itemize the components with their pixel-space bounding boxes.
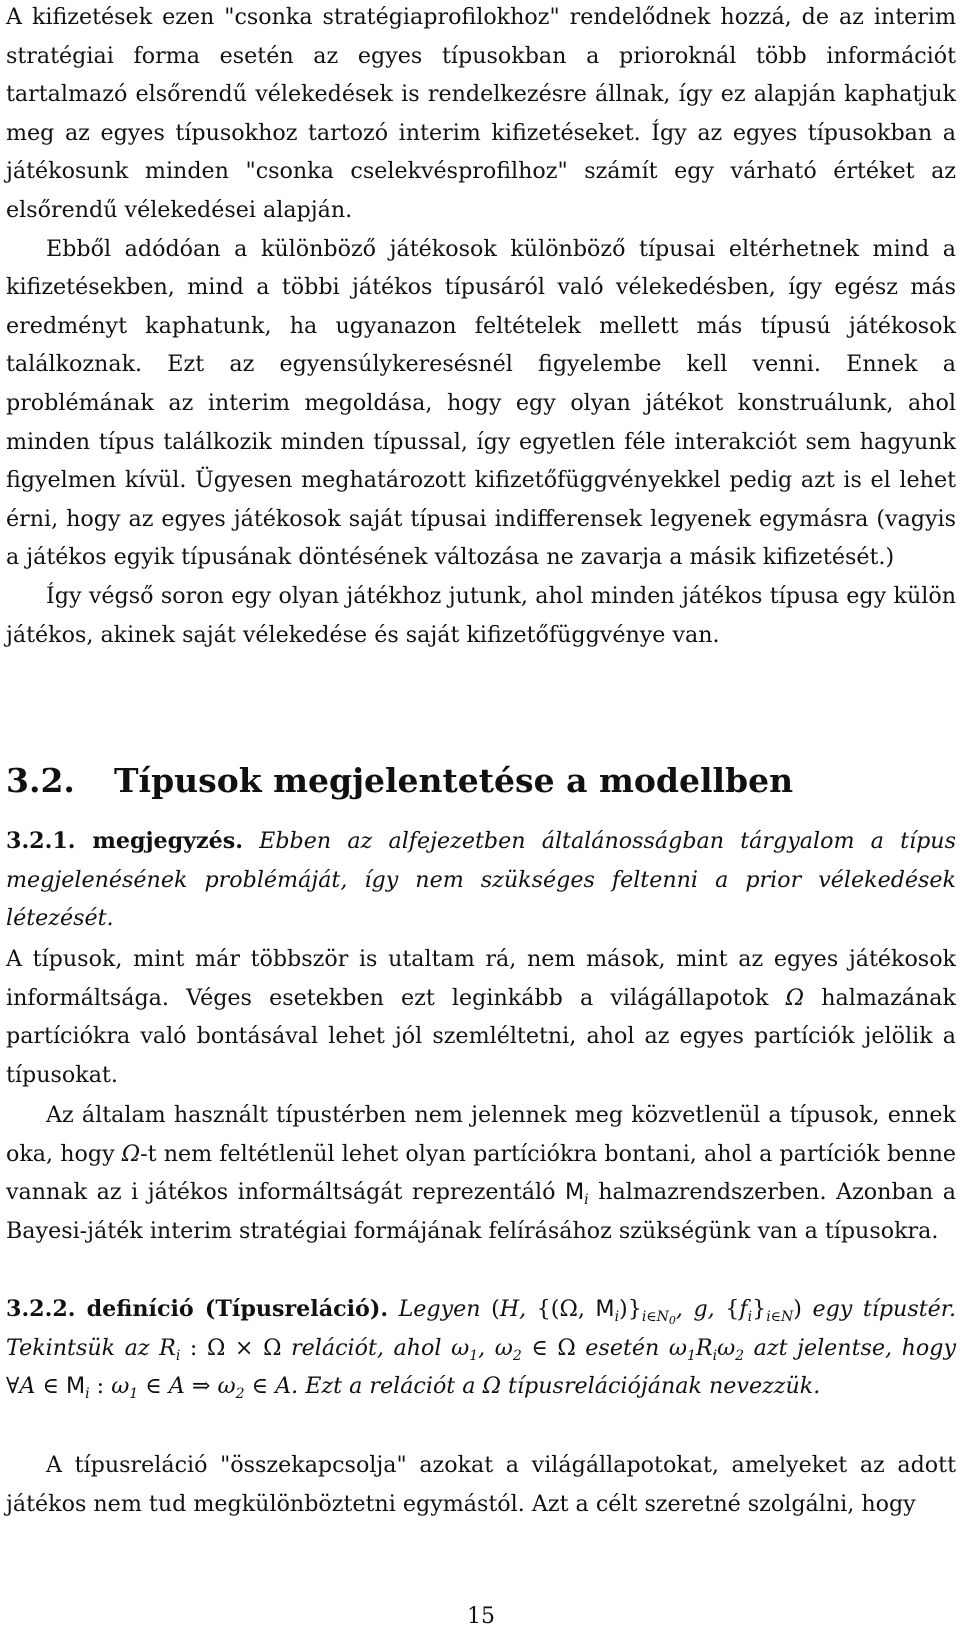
text-run: A típusok, mint már többször is utaltam rá, nem mások, mint az egyes játékosok informáltsága. Véges esetekben ezt leginkább a világállapotok <box>6 946 956 1011</box>
text-run: Az általam használt típustérben nem jelennek meg közvetlenül a típusok, ennek oka, hogy <box>6 1102 956 1167</box>
definition-block <box>6 1290 956 1406</box>
page-number: 15 <box>467 1604 495 1629</box>
math-omega-relation: $\omega_1R_i\omega_2$ <box>668 1334 745 1364</box>
math-m-i <box>565 1179 589 1209</box>
paragraph-types-informedness <box>6 940 956 1094</box>
omega-symbol: Ω <box>482 1373 501 1400</box>
omega-symbol: Ω <box>121 1140 141 1167</box>
text-run: halmazának partíciókra való bontásával lehet jól szemléltetni, ahol az egyes partíciók jelölik a típusokat. <box>6 984 956 1088</box>
math-sub-i: i <box>584 1192 589 1209</box>
paragraph-payoffs: A kifizetések ezen "csonka stratégiaprofilokhoz" rendelődnek hozzá, de az interim stratégiai forma esetén az egyes típusokban a prioroknál több információt tartalmazó elsőrendű vélekedések is rendelkezésre állnak, így ez alapján kaphatjuk meg az egyes típusokhoz tartozó interim kifizetéseket. Így az egyes típusokban a játékosunk minden "csonka cselekvésprofilhoz" számít egy várható értéket az elsőrendű vélekedései alapján. <box>6 4 956 223</box>
paragraph-conclusion: Így végső soron egy olyan játékhoz jutunk, ahol minden játékos típusa egy külön játékos, akinek saját vélekedése és saját kifizetőfüggvénye van. <box>6 582 956 648</box>
section-number: 3.2. <box>6 761 75 800</box>
text-run: halmazrendszerben. Azonban a Bayesi-játék interim stratégiai formájának felírásához szükségünk van a típusokra. <box>6 1179 956 1244</box>
remark-text: Ebben az alfejezetben általánosságban tárgyalom a típus megjelenésének problémáját, így nem szükséges feltenni a prior vélekedések létezését. <box>6 828 956 932</box>
math-type-space: (H, {(Ω, $M_i)\}_{i\in N_0}$, g, $\{f_i\}_{i\in N}$) <box>491 1296 802 1327</box>
math-relation-ri: $R_i$ : Ω × Ω <box>159 1334 282 1364</box>
paragraph-types-differ: Ebből adódóan a különböző játékosok különböző típusai eltérhetnek mind a kifizetésekben, mind a többi játékos típusáról való vélekedésben, így egész más eredményt kaphatunk, ha ugyanazon feltételek mellett más típusú játékosok találkoznak. Ezt az egyensúlykeresésnél figyelembe kell venni. Ennek a problémának az interim megoldása, hogy egy olyan játékot konstruálunk, ahol minden típus találkozik minden típussal, így egyetlen féle interakciót sem hagyunk figyelmen kívül. Ügyesen meghatározott kifizetőfüggvényekkel pedig azt is el lehet érni, hogy az egyes játékosok saját típusai indifferensek legyenek egymásra (vagyis a játékos egyik típusának döntésének változása ne zavarja a másik kifizetését.) <box>6 235 956 571</box>
math-omega-pair: $\omega_1$, $\omega_2$ ∈ Ω <box>451 1334 576 1364</box>
document-page <box>6 0 956 1636</box>
omega-symbol: Ω <box>785 984 805 1011</box>
text-run: Legyen <box>398 1296 481 1322</box>
section-title: Típusok megjelentetése a modellben <box>114 761 794 800</box>
remark-label: 3.2.1. megjegyzés. <box>6 828 243 854</box>
text-run: azt jelentse, hogy <box>753 1334 957 1361</box>
text-run: típusrelációjának nevezzük. <box>508 1373 821 1400</box>
math-m: M <box>565 1179 585 1206</box>
text-run: -t nem feltétlenül lehet olyan partíciókra bontani, ahol a partíciók benne vannak az i játékos informáltságát reprezentáló <box>6 1140 956 1206</box>
text-run: egy típustér. Tekintsük az <box>6 1296 956 1361</box>
section-heading <box>6 760 956 802</box>
paragraph-type-relation: A típusreláció "összekapcsolja" azokat a világállapotokat, amelyeket az adott játékos nem tud megkülönböztetni egymástól. Azt a célt szeretné szolgálni, hogy <box>6 1452 956 1517</box>
text-run: esetén <box>585 1334 660 1361</box>
text-run: Ezt a relációt a <box>305 1373 476 1400</box>
remark-block <box>6 822 956 938</box>
text-run: relációt, ahol <box>291 1334 442 1361</box>
definition-label: 3.2.2. definíció (Típusreláció). <box>6 1296 389 1322</box>
intro-text-block <box>6 0 956 654</box>
paragraph-type-space <box>6 1096 956 1250</box>
math-forall-condition: ∀A ∈ $M_i$ : $\omega_1$ ∈ A ⇒ $\omega_2$ ∈ A. <box>6 1373 299 1403</box>
